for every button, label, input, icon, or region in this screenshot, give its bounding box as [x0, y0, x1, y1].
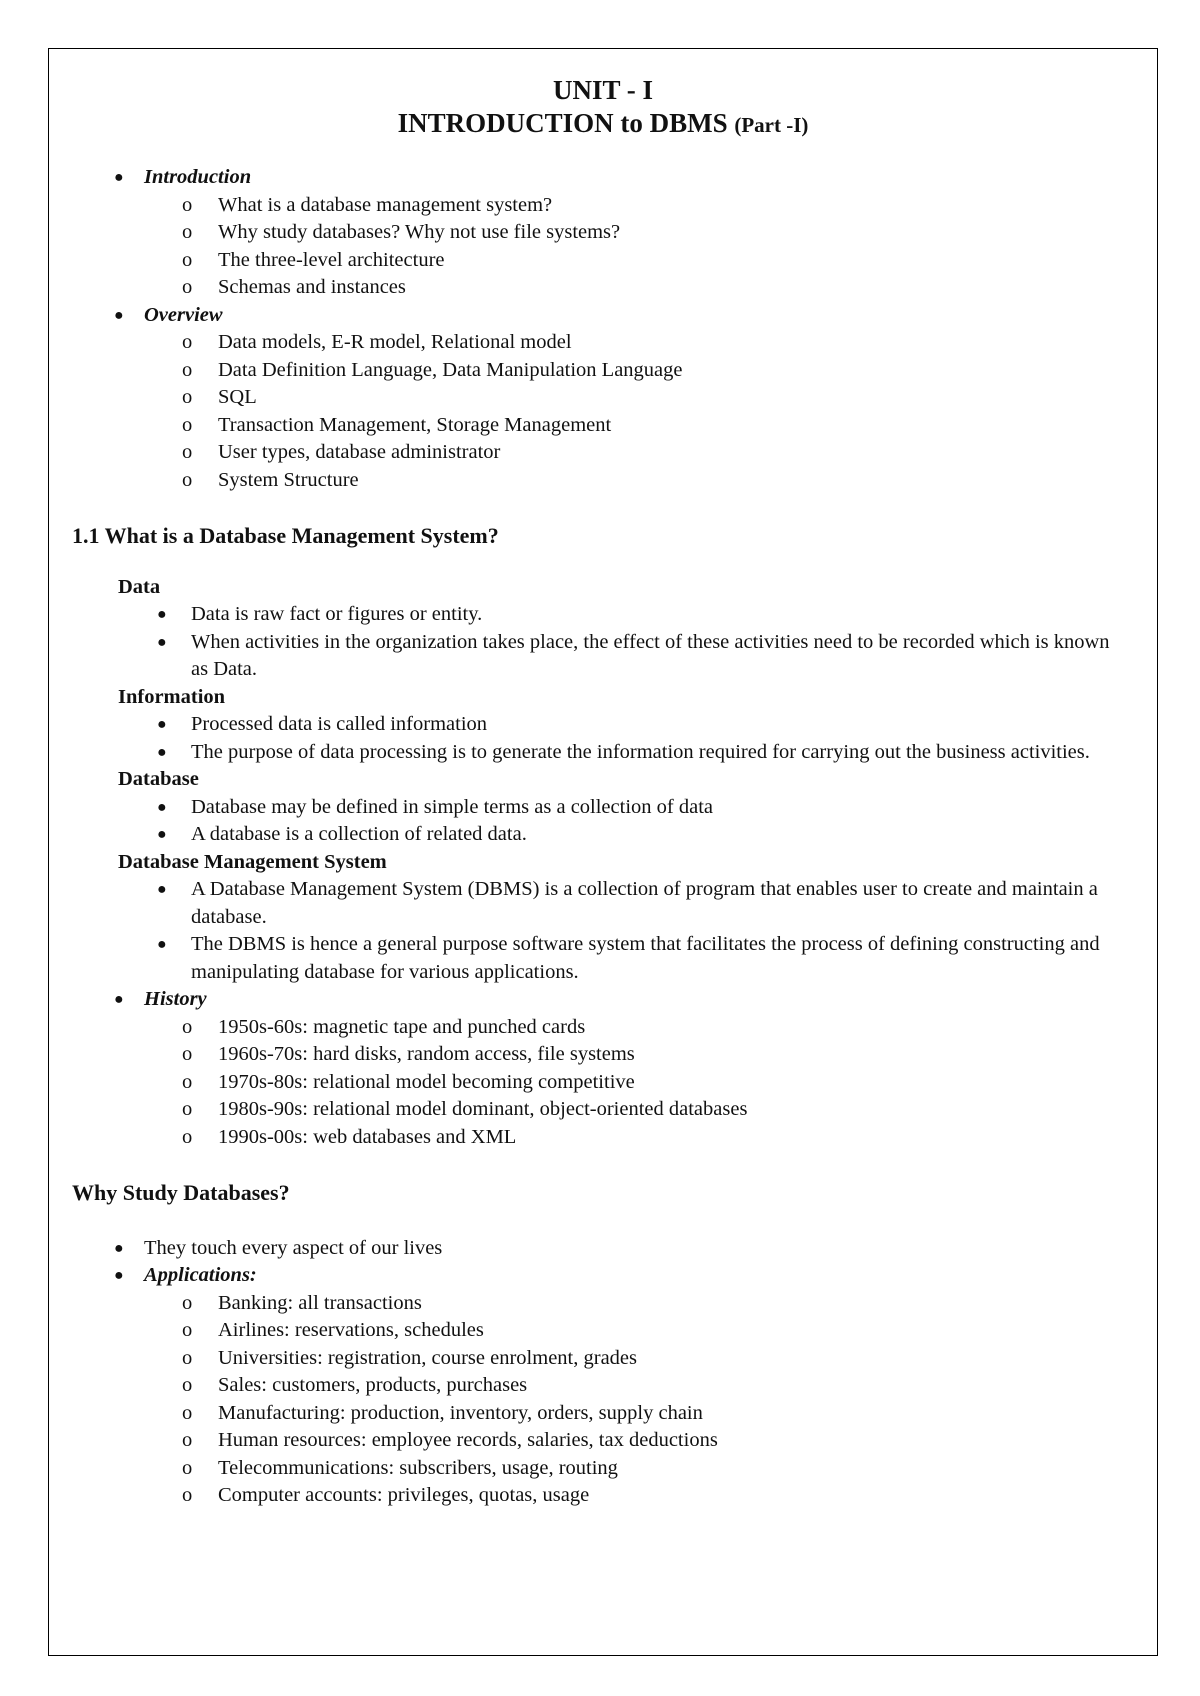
term-heading-data: Data [118, 575, 161, 598]
section-heading-1-1: 1.1 What is a Database Management System? [72, 523, 499, 548]
list-item-text: Processed data is called information [191, 713, 488, 735]
list-item [157, 821, 1118, 849]
document-body [48, 48, 1158, 1510]
bullet-icon: ● [157, 633, 167, 651]
circle-bullet-icon: o [182, 386, 193, 408]
list-item-text: Data Definition Language, Data Manipulation Language [218, 358, 683, 381]
list-item [182, 1317, 1158, 1345]
term-points-information [48, 711, 1158, 766]
list-item-text: Manufacturing: production, inventory, orders, supply chain [218, 1401, 703, 1424]
list-item [182, 1482, 1158, 1510]
circle-bullet-icon: o [182, 331, 193, 353]
outline-item-applications [114, 1262, 1158, 1510]
list-item [182, 274, 1158, 302]
term-heading-information: Information [118, 685, 226, 708]
list-item [182, 467, 1158, 495]
circle-bullet-icon: o [182, 1319, 193, 1341]
term-heading-dbms: Database Management System [118, 850, 387, 873]
outline-label: History [144, 988, 207, 1010]
list-item-text: 1990s-00s: web databases and XML [218, 1125, 517, 1148]
circle-bullet-icon: o [182, 1429, 193, 1451]
list-item-text: Human resources: employee records, salaries, tax deductions [218, 1429, 718, 1451]
circle-bullet-icon: o [182, 413, 193, 436]
list-item-text: The purpose of data processing is to generate the information required for carrying out the business activities. [191, 740, 1090, 763]
list-item [182, 247, 1158, 275]
sub-list [144, 1290, 1158, 1510]
bullet-icon: ● [157, 606, 167, 623]
bullet-icon: ● [114, 1239, 124, 1257]
circle-bullet-icon: o [182, 1456, 193, 1479]
bullet-icon: ● [114, 991, 124, 1008]
outline-label: Applications: [144, 1264, 257, 1286]
list-item-text: Computer accounts: privileges, quotas, usage [218, 1484, 590, 1506]
list-item [182, 192, 1158, 220]
list-item [157, 876, 1118, 931]
circle-bullet-icon: o [182, 1484, 193, 1506]
list-item-text: Banking: all transactions [218, 1291, 422, 1314]
list-item-text: The DBMS is hence a general purpose software system that facilitates the process of defining constructing and manipulating database for various applications. [191, 933, 1100, 983]
list-item [182, 1096, 1158, 1124]
list-item-text: System Structure [218, 468, 359, 491]
list-item [182, 1124, 1158, 1152]
list-item [157, 931, 1118, 986]
list-item-text: SQL [218, 386, 257, 408]
circle-bullet-icon: o [182, 1291, 193, 1314]
list-item [182, 357, 1158, 385]
bullet-icon: ● [157, 936, 167, 953]
outline-label: Introduction [144, 166, 252, 188]
circle-bullet-icon: o [182, 468, 193, 491]
circle-bullet-icon: o [182, 1401, 193, 1424]
term-heading-database: Database [118, 768, 199, 790]
list-item [182, 384, 1158, 412]
term-points-dbms [48, 876, 1158, 986]
bullet-icon: ● [114, 1267, 124, 1284]
list-item [182, 1455, 1158, 1483]
outline-list [48, 164, 1158, 494]
list-item-text: 1960s-70s: hard disks, random access, file systems [218, 1043, 635, 1065]
circle-bullet-icon: o [182, 1043, 193, 1065]
term-points-database [48, 794, 1158, 849]
circle-bullet-icon: o [182, 1346, 193, 1369]
page-title [48, 106, 1158, 142]
circle-bullet-icon: o [182, 358, 193, 381]
list-item [182, 1041, 1158, 1069]
sub-list [144, 1014, 1158, 1152]
list-item [182, 439, 1158, 467]
list-item-text: What is a database management system? [218, 193, 553, 216]
list-item-text: They touch every aspect of our lives [144, 1236, 443, 1259]
list-item [182, 1372, 1158, 1400]
list-item-text: Telecommunications: subscribers, usage, routing [218, 1456, 618, 1479]
circle-bullet-icon: o [182, 221, 193, 243]
list-item-text: User types, database administrator [218, 441, 501, 463]
section-heading-why-study: Why Study Databases? [72, 1180, 290, 1205]
list-item [182, 1069, 1158, 1097]
list-item-text: Transaction Management, Storage Management [218, 413, 612, 436]
list-item [157, 601, 1118, 629]
list-item [182, 329, 1158, 357]
circle-bullet-icon: o [182, 1070, 193, 1093]
outline-item-introduction [114, 164, 1158, 302]
list-item [182, 1427, 1158, 1455]
list-item-text: Data models, E-R model, Relational model [218, 331, 572, 353]
circle-bullet-icon: o [182, 441, 193, 463]
outline-item-history [114, 986, 1158, 1151]
title-text: INTRODUCTION to DBMS [397, 108, 728, 138]
list-item-text: Airlines: reservations, schedules [218, 1319, 484, 1341]
bullet-icon: ● [157, 798, 167, 816]
history-list [48, 986, 1158, 1151]
list-item [157, 739, 1118, 767]
bullet-icon: ● [114, 306, 124, 324]
circle-bullet-icon: o [182, 276, 193, 298]
list-item-text: Data is raw fact or figures or entity. [191, 603, 483, 625]
bullet-icon: ● [157, 826, 167, 843]
list-item [157, 711, 1118, 739]
list-item [182, 1290, 1158, 1318]
sub-list [144, 329, 1158, 494]
list-item-text: Why study databases? Why not use file systems? [218, 221, 621, 243]
list-item-text: A database is a collection of related data. [191, 823, 527, 845]
outline-label: Overview [144, 303, 223, 326]
list-item [157, 794, 1118, 822]
bullet-icon: ● [157, 743, 167, 761]
circle-bullet-icon: o [182, 1015, 193, 1038]
circle-bullet-icon: o [182, 1374, 193, 1396]
circle-bullet-icon: o [182, 193, 193, 216]
why-study-list [48, 1235, 1158, 1510]
title-part: (Part -I) [734, 113, 809, 137]
list-item-text: 1970s-80s: relational model becoming competitive [218, 1070, 635, 1093]
list-item [182, 1345, 1158, 1373]
list-item [182, 1014, 1158, 1042]
bullet-icon: ● [114, 169, 124, 186]
list-item-text: Universities: registration, course enrolment, grades [218, 1346, 637, 1369]
bullet-icon: ● [157, 881, 167, 898]
list-item-text: The three-level architecture [218, 248, 445, 271]
sub-list [144, 192, 1158, 302]
list-item [182, 412, 1158, 440]
bullet-icon: ● [157, 716, 167, 733]
list-item [157, 629, 1118, 684]
list-item-text: 1980s-90s: relational model dominant, object-oriented databases [218, 1098, 748, 1120]
list-item-text: A Database Management System (DBMS) is a collection of program that enables user to create and maintain a database. [191, 878, 1098, 928]
list-item-text: Database may be defined in simple terms as a collection of data [191, 795, 713, 818]
unit-title: UNIT - I [552, 75, 654, 105]
list-item [182, 1400, 1158, 1428]
list-item-text: 1950s-60s: magnetic tape and punched cards [218, 1015, 586, 1038]
circle-bullet-icon: o [182, 1098, 193, 1120]
circle-bullet-icon: o [182, 248, 193, 271]
list-item [182, 219, 1158, 247]
circle-bullet-icon: o [182, 1125, 193, 1148]
list-item-text: Schemas and instances [218, 276, 406, 298]
list-item-text: Sales: customers, products, purchases [218, 1374, 528, 1396]
list-item-text: When activities in the organization takes place, the effect of these activities need to be recorded which is known as Data. [191, 630, 1110, 680]
term-points-data [48, 601, 1158, 684]
outline-item-intro [114, 1235, 1158, 1263]
outline-item-overview [114, 302, 1158, 495]
